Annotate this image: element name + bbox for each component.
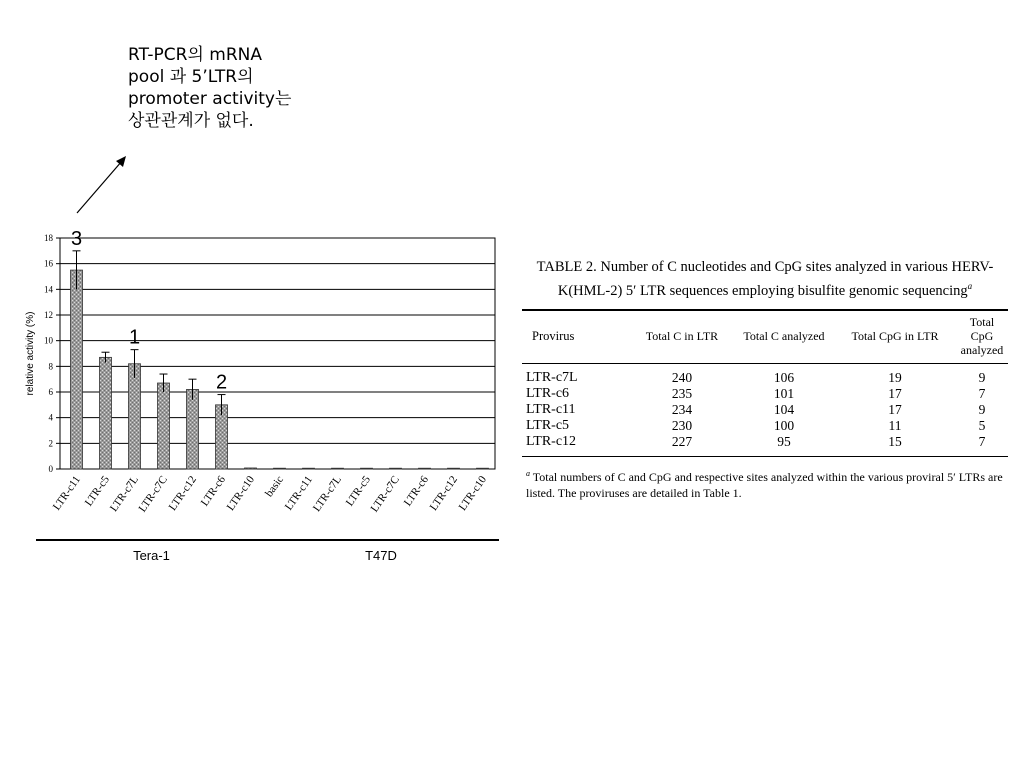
col-header-provirus: Provirus [522,311,630,364]
cell-provirus: LTR-c12 [526,433,577,449]
x-tick-label: LTR-c6 [401,473,431,509]
cell-total-c-analyzed: 106 [773,369,795,385]
bar [100,357,112,469]
bar [71,270,83,469]
y-axis-label: relative activity (%) [25,311,36,396]
cell-provirus: LTR-c5 [526,417,570,433]
x-tick-label: LTR-c12 [427,473,460,513]
x-tick-label: LTR-c7C [136,473,170,515]
chart-plot-area [25,228,499,563]
bar [158,383,170,469]
x-tick-label: basic [263,473,286,500]
bar [245,468,257,469]
footnote-mark: a [526,468,530,478]
col-header-total-cpg-analyzed: Total CpG analyzed [956,311,1008,364]
cell-total-cpg-ltr: 17 [888,401,902,417]
cpg-table [522,311,1008,456]
x-tick-label: LTR-c5 [343,473,373,509]
x-tick-label: LTR-c7L [107,473,141,514]
table-row [522,418,1008,434]
y-tick-label: 12 [44,310,53,320]
caption-footnote-mark: a [967,281,973,291]
table-row [522,363,1008,386]
cell-total-cpg-analyzed: 5 [978,417,986,433]
table-row [522,434,1008,456]
table-row [522,386,1008,402]
cell-total-cpg-analyzed: 7 [978,433,986,449]
y-tick-label: 18 [44,233,53,243]
table-caption [522,258,1008,301]
x-tick-label: LTR-c7L [310,473,344,514]
col-header-total-c-ltr: Total C in LTR [630,311,734,364]
bar-annotation: 1 [128,326,141,349]
cell-total-c-ltr: 234 [671,401,693,417]
cell-total-cpg-ltr: 19 [888,369,902,385]
cell-total-c-analyzed: 100 [773,417,795,433]
annotation-line: pool 과 5’LTR의 [128,67,254,87]
cell-total-c-ltr: 227 [671,433,693,449]
bar [187,389,199,469]
y-tick-label: 16 [44,258,53,269]
y-tick-label: 10 [44,335,53,346]
x-tick-label: LTR-c11 [50,473,83,513]
cell-total-c-analyzed: 95 [777,433,791,449]
group-label: Tera-1 [133,548,170,563]
plot-frame [60,238,495,469]
bar [303,468,315,469]
annotation-line: promoter activity는 [128,89,292,109]
bar [419,468,431,469]
y-tick-label: 14 [44,284,53,295]
table-caption-text: TABLE 2. Number of C nucleotides and CpG sites analyzed in various HERV-K(HML-2) 5′ LTR sequences employing bisulfite genomic sequencing [536,259,994,299]
bar-annotation: 3 [70,227,83,250]
cell-provirus: LTR-c11 [526,401,576,417]
y-tick-label: 6 [48,387,53,397]
y-tick-label: 0 [48,464,53,474]
cell-total-cpg-analyzed: 9 [978,369,986,385]
bar [448,468,460,469]
col-header-total-cpg-ltr: Total CpG in LTR [834,311,956,364]
table-row [522,402,1008,418]
cell-total-c-ltr: 230 [671,417,693,433]
cell-total-cpg-analyzed: 9 [978,401,986,417]
relative-activity-chart [0,0,520,580]
cell-total-cpg-analyzed: 7 [978,385,986,401]
group-label: T47D [365,548,397,563]
col-header-total-c-analyzed: Total C analyzed [734,311,834,364]
bar [332,468,344,469]
cell-total-cpg-ltr: 17 [888,385,902,401]
bar [274,468,286,469]
cell-provirus: LTR-c6 [526,385,570,401]
bar-annotation: 2 [215,371,228,394]
x-tick-label: LTR-c10 [224,473,257,513]
bar [361,468,373,469]
x-tick-label: LTR-c10 [456,473,489,513]
x-tick-label: LTR-c7C [368,473,402,515]
table-header-row [522,311,1008,364]
annotation-line: RT-PCR의 mRNA [128,45,263,65]
y-tick-label: 4 [48,412,53,423]
cell-total-c-ltr: 235 [671,385,693,401]
cell-total-c-analyzed: 101 [773,385,795,401]
x-tick-label: LTR-c12 [166,473,199,513]
x-tick-label: LTR-c5 [82,473,112,509]
y-tick-label: 8 [48,361,53,372]
footnote-text: Total numbers of C and CpG and respective sites analyzed within the various proviral 5′ LTRs are listed. The proviruses are detailed in Table 1. [526,469,1003,500]
x-tick-label: LTR-c11 [282,473,315,513]
table-footnote [522,466,1008,501]
cell-total-cpg-ltr: 11 [888,417,902,433]
cell-total-c-analyzed: 104 [773,401,795,417]
y-tick-label: 2 [48,438,53,449]
annotation-line: 상관관계가 없다. [128,111,254,131]
bar [477,468,489,469]
cell-total-c-ltr: 240 [671,369,693,385]
table-bottom-rule [522,456,1008,457]
cpg-table-block [522,258,1008,501]
bar [390,468,402,469]
x-tick-label: LTR-c6 [198,473,228,509]
cell-provirus: LTR-c7L [526,369,578,385]
cell-total-cpg-ltr: 15 [888,433,902,449]
bar [129,364,141,469]
